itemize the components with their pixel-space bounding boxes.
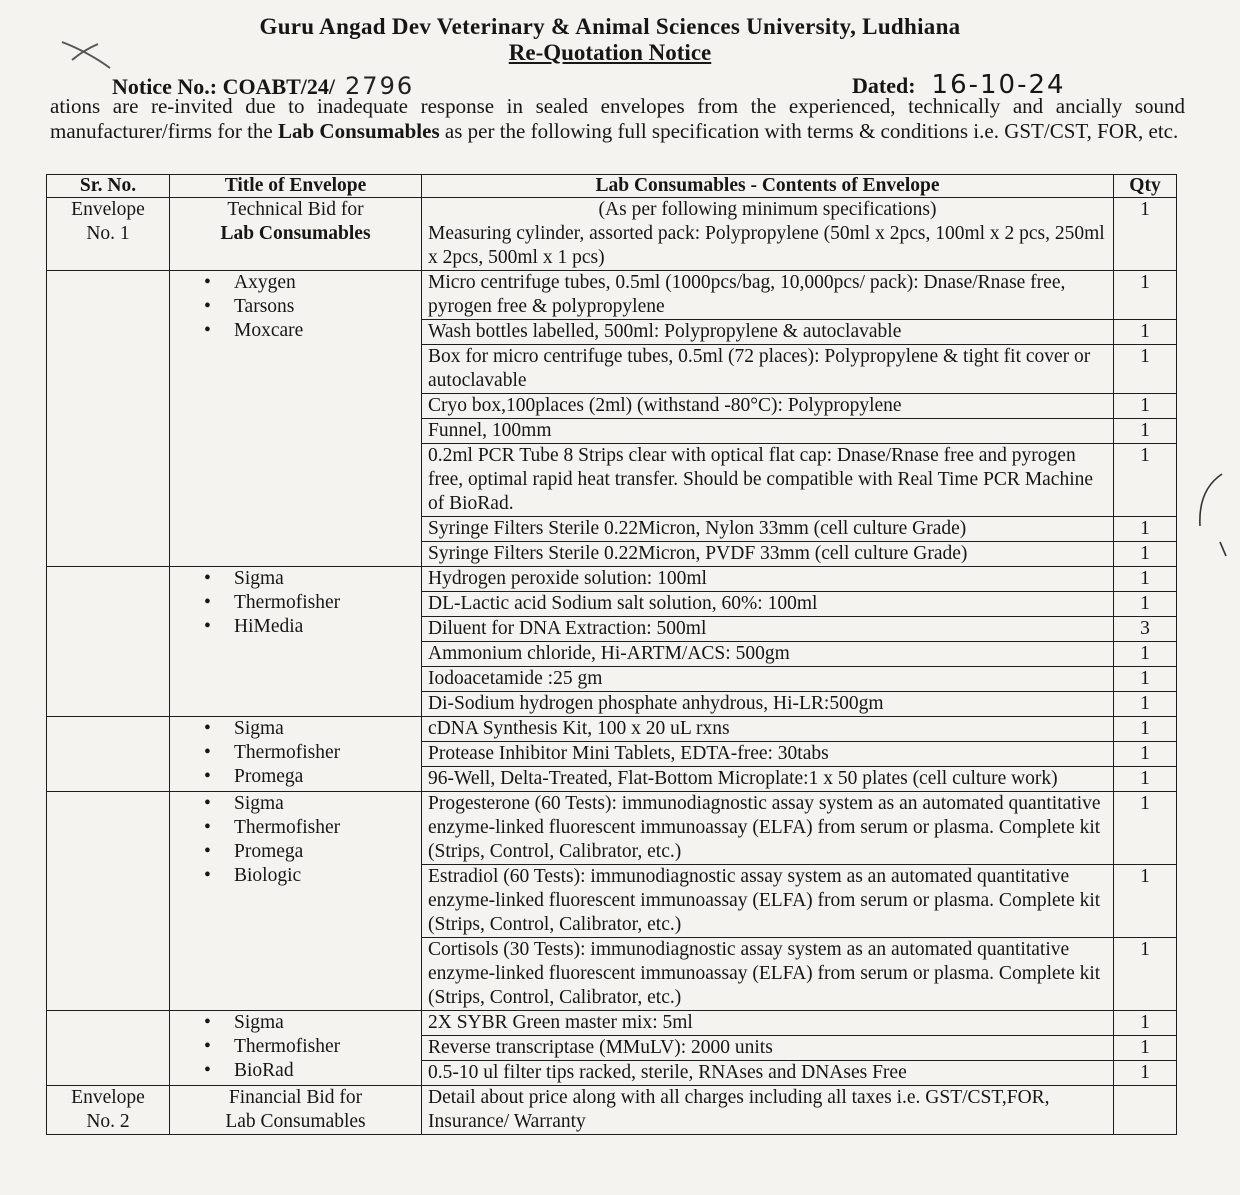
header-sr: Sr. No. — [47, 175, 170, 198]
item-cell — [422, 792, 1114, 865]
item-qty: 1 — [1114, 345, 1177, 394]
item-text: Protease Inhibitor Mini Tablets, EDTA-free: 30tabs — [428, 743, 829, 764]
item-text: cDNA Synthesis Kit, 100 x 20 uL rxns — [428, 718, 730, 739]
item-text: Estradiol (60 Tests): immunodiagnostic assay system as an automated quantitative enzyme-linked fluorescent immunoassay (ELFA) from serum or plasma. Complete kit (Strips, Control, Calibrator, etc.) — [428, 866, 1101, 935]
dated-label: Dated: — [852, 73, 916, 98]
sr-cell — [47, 1011, 170, 1086]
sr-cell — [47, 271, 170, 567]
item-qty: 1 — [1114, 742, 1177, 767]
item-cell — [422, 444, 1114, 517]
envelope-1-sr — [47, 198, 170, 271]
item-qty: 1 — [1114, 667, 1177, 692]
item-qty: 1 — [1114, 938, 1177, 1011]
dated-handwritten: 16-10-24 — [931, 70, 1066, 100]
item-qty: 1 — [1114, 517, 1177, 542]
intro-bold: Lab Consumables — [278, 119, 440, 143]
item-text: Diluent for DNA Extraction: 500ml — [428, 618, 707, 639]
item-text: Di-Sodium hydrogen phosphate anhydrous, Hi-LR:500gm — [428, 693, 884, 714]
item-cell — [422, 271, 1114, 320]
table-body — [47, 198, 1177, 1135]
item-text: Syringe Filters Sterile 0.22Micron, PVDF 33mm (cell culture Grade) — [428, 543, 968, 564]
brand-item: • Thermofisher — [204, 816, 415, 840]
envelope-1-row — [47, 198, 1177, 271]
item-qty: 3 — [1114, 617, 1177, 642]
table-row — [47, 717, 1177, 742]
brand-item: • Sigma — [204, 792, 415, 816]
envelope-1-number: No. 1 — [86, 223, 130, 244]
item-cell — [422, 320, 1114, 345]
sr-cell — [47, 717, 170, 792]
item-cell — [422, 542, 1114, 567]
brand-item: • HiMedia — [204, 615, 415, 639]
item-text: Progesterone (60 Tests): immunodiagnostic assay system as an automated quantitative enzyme-linked fluorescent immunoassay (ELFA) from serum or plasma. Complete kit (Strips, Control, Calibrator, etc.) — [428, 793, 1101, 862]
brand-item: • Tarsons — [204, 295, 415, 319]
brand-item: • Thermofisher — [204, 741, 415, 765]
item-cell — [422, 592, 1114, 617]
item-cell — [422, 767, 1114, 792]
item-qty: 1 — [1114, 1061, 1177, 1086]
item-cell — [422, 394, 1114, 419]
table-row — [47, 792, 1177, 865]
item-qty: 1 — [1114, 567, 1177, 592]
table-row — [47, 567, 1177, 592]
item-qty: 1 — [1114, 717, 1177, 742]
intro-paragraph — [50, 94, 1185, 144]
item-text: Wash bottles labelled, 500ml: Polypropylene & autoclavable — [428, 321, 902, 342]
item-text: 96-Well, Delta-Treated, Flat-Bottom Microplate:1 x 50 plates (cell culture work) — [428, 768, 1058, 789]
item-qty: 1 — [1114, 271, 1177, 320]
brand-item: • Sigma — [204, 717, 415, 741]
brand-item: • Moxcare — [204, 319, 415, 343]
item-cell — [422, 938, 1114, 1011]
consumables-table — [46, 174, 1177, 1135]
item-qty: 1 — [1114, 444, 1177, 517]
brand-list — [176, 567, 415, 639]
item-text: 2X SYBR Green master mix: 5ml — [428, 1012, 693, 1033]
item-qty: 1 — [1114, 419, 1177, 444]
envelope-2-sr — [47, 1086, 170, 1135]
item-text: Measuring cylinder, assorted pack: Polypropylene (50ml x 2pcs, 100ml x 2 pcs, 250ml x 2pcs, 500ml x 1 pcs) — [428, 223, 1105, 268]
item-text: Ammonium chloride, Hi-ARTM/ACS: 500gm — [428, 643, 790, 664]
sr-cell — [47, 792, 170, 1011]
item-cell — [422, 717, 1114, 742]
margin-pen-mark-icon — [1192, 470, 1232, 580]
item-cell — [422, 345, 1114, 394]
item-cell — [422, 617, 1114, 642]
intro-text-2: as per the following full specification with terms & conditions i.e. GST/CST, FOR, etc. — [439, 119, 1179, 143]
item-cell — [422, 198, 1114, 271]
item-text: DL-Lactic acid Sodium salt solution, 60%: 100ml — [428, 593, 818, 614]
item-text: Syringe Filters Sterile 0.22Micron, Nylon 33mm (cell culture Grade) — [428, 518, 967, 539]
item-text: 0.2ml PCR Tube 8 Strips clear with optical flat cap: Dnase/Rnase free and pyrogen free, optimal rapid heat transfer. Should be compatible with Real Time PCR Machine of BioRad. — [428, 445, 1094, 514]
table-row — [47, 271, 1177, 320]
envelope-2-row — [47, 1086, 1177, 1135]
notice-label: Notice No.: COABT/24/ — [112, 74, 336, 99]
item-qty: 1 — [1114, 642, 1177, 667]
item-text: Cortisols (30 Tests): immunodiagnostic assay system as an automated quantitative enzyme-linked fluorescent immunoassay (ELFA) from serum or plasma. Complete kit (Strips, Control, Calibrator, etc.) — [428, 939, 1101, 1008]
table-header-row — [47, 175, 1177, 198]
intro-text-1: ations are re-invited due to inadequate response in sealed envelopes from the experienced, technically and ancially sound manufacturer/firms for the — [50, 94, 1185, 143]
item-qty: 1 — [1114, 394, 1177, 419]
envelope-2-number: No. 2 — [86, 1111, 130, 1132]
brands-cell — [170, 567, 422, 717]
brands-cell — [170, 717, 422, 792]
item-qty: 1 — [1114, 542, 1177, 567]
envelope-1-title-line2: Lab Consumables — [220, 223, 371, 244]
envelope-2-title-line1: Financial Bid for — [228, 1087, 363, 1108]
brand-item: • Sigma — [204, 567, 415, 591]
brand-item: • BioRad — [204, 1059, 415, 1083]
brand-item: • Axygen — [204, 271, 415, 295]
item-qty: 1 — [1114, 767, 1177, 792]
spec-note: (As per following minimum specifications) — [598, 199, 937, 220]
item-cell — [422, 567, 1114, 592]
brand-list — [176, 717, 415, 789]
item-qty: 1 — [1114, 1036, 1177, 1061]
notice-number-handwritten: 2796 — [345, 72, 415, 100]
item-cell — [422, 517, 1114, 542]
envelope-2-qty — [1114, 1086, 1177, 1135]
envelope-1-title — [170, 198, 422, 271]
item-cell — [422, 667, 1114, 692]
brands-cell — [170, 792, 422, 1011]
sr-cell — [47, 567, 170, 717]
header-qty: Qty — [1114, 175, 1177, 198]
envelope-1-label: Envelope — [71, 199, 145, 220]
item-cell — [422, 1011, 1114, 1036]
item-cell — [422, 642, 1114, 667]
item-qty: 1 — [1114, 865, 1177, 938]
brand-list — [176, 1011, 415, 1083]
item-qty: 1 — [1114, 592, 1177, 617]
item-cell — [422, 419, 1114, 444]
item-qty: 1 — [1114, 692, 1177, 717]
envelope-2-contents: Detail about price along with all charges including all taxes i.e. GST/CST,FOR, Insurance/ Warranty — [422, 1086, 1114, 1135]
item-cell — [422, 865, 1114, 938]
page-title: Re-Quotation Notice — [508, 40, 712, 65]
brand-list — [176, 792, 415, 888]
item-text: Micro centrifuge tubes, 0.5ml (1000pcs/bag, 10,000pcs/ pack): Dnase/Rnase free, pyrogen free & polypropylene — [428, 272, 1066, 317]
item-text: Box for micro centrifuge tubes, 0.5ml (72 places): Polypropylene & tight fit cover or autoclavable — [428, 346, 1091, 391]
item-cell — [422, 1061, 1114, 1086]
item-cell — [422, 1036, 1114, 1061]
item-text: Reverse transcriptase (MMuLV): 2000 units — [428, 1037, 773, 1058]
brands-cell — [170, 271, 422, 567]
brand-item: • Biologic — [204, 864, 415, 888]
university-name: Guru Angad Dev Veterinary & Animal Sciences University, Ludhiana — [259, 14, 961, 39]
item-qty: 1 — [1114, 1011, 1177, 1036]
envelope-2-title-line2: Lab Consumables — [225, 1111, 366, 1132]
brand-list — [176, 271, 415, 343]
brands-cell — [170, 1011, 422, 1086]
item-cell — [422, 742, 1114, 767]
item-text: Hydrogen peroxide solution: 100ml — [428, 568, 707, 589]
item-text: 0.5-10 ul filter tips racked, sterile, RNAses and DNAses Free — [428, 1062, 907, 1083]
item-qty: 1 — [1114, 792, 1177, 865]
brand-item: • Promega — [204, 840, 415, 864]
envelope-2-label: Envelope — [71, 1087, 145, 1108]
envelope-2-title — [170, 1086, 422, 1135]
brand-item: • Thermofisher — [204, 591, 415, 615]
item-text: Cryo box,100places (2ml) (withstand -80°C): Polypropylene — [428, 395, 902, 416]
table-row — [47, 1011, 1177, 1036]
item-qty: 1 — [1114, 198, 1177, 271]
item-cell — [422, 692, 1114, 717]
brand-item: • Promega — [204, 765, 415, 789]
header-title: Title of Envelope — [170, 175, 422, 198]
brand-item: • Thermofisher — [204, 1035, 415, 1059]
item-text: Funnel, 100mm — [428, 420, 552, 441]
envelope-1-title-line1: Technical Bid for — [227, 199, 364, 220]
item-qty: 1 — [1114, 320, 1177, 345]
brand-item: • Sigma — [204, 1011, 415, 1035]
item-text: Iodoacetamide :25 gm — [428, 668, 603, 689]
header-contents: Lab Consumables - Contents of Envelope — [422, 175, 1114, 198]
